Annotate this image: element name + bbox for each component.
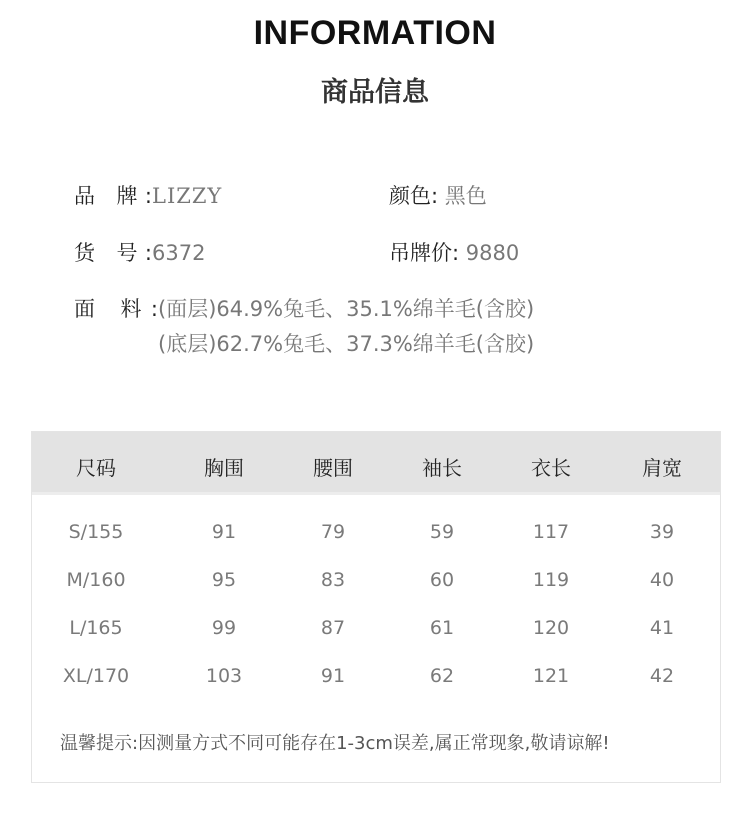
sku-row <box>74 237 205 267</box>
brand-value: LIZZY <box>152 184 223 208</box>
table-cell: 117 <box>532 521 570 543</box>
table-cell: 59 <box>429 521 455 543</box>
brand-label: 品 牌: <box>74 184 152 208</box>
table-cell: 103 <box>205 665 243 687</box>
table-cell: 79 <box>320 521 346 543</box>
table-cell: M/160 <box>66 569 126 591</box>
color-value: 黑色 <box>444 184 487 208</box>
table-cell: 42 <box>649 665 675 687</box>
table-cell: 41 <box>649 617 675 639</box>
measurement-tip: 温馨提示:因测量方式不同可能存在1-3cm误差,属正常现象,敬请谅解! <box>60 733 610 754</box>
table-cell: 99 <box>211 617 237 639</box>
header-chest: 胸围 <box>204 456 244 480</box>
table-cell: 61 <box>429 617 455 639</box>
table-cell: XL/170 <box>62 665 130 687</box>
brand-row <box>74 180 222 210</box>
table-cell: L/165 <box>69 617 123 639</box>
header-shoulder: 肩宽 <box>642 456 682 480</box>
header-waist: 腰围 <box>313 456 353 480</box>
header-length: 衣长 <box>531 456 571 480</box>
page-title-cn: 商品信息 <box>321 77 429 108</box>
table-cell: 119 <box>532 569 570 591</box>
table-cell: 120 <box>532 617 570 639</box>
fabric-line1: (面层)64.9%兔毛、35.1%绵羊毛(含胶) <box>158 297 535 321</box>
fabric-row <box>74 293 534 323</box>
fabric-line2: (底层)62.7%兔毛、37.3%绵羊毛(含胶) <box>158 332 535 356</box>
table-cell: 83 <box>320 569 346 591</box>
price-value: 9880 <box>465 241 520 265</box>
size-table <box>31 431 721 783</box>
table-cell: 95 <box>211 569 237 591</box>
price-label: 吊牌价: <box>389 241 460 265</box>
page-title-en: INFORMATION <box>253 14 497 52</box>
color-label: 颜色: <box>389 184 439 208</box>
size-table-header <box>32 432 720 495</box>
table-cell: 91 <box>320 665 346 687</box>
table-cell: 39 <box>649 521 675 543</box>
color-row <box>389 180 487 210</box>
table-cell: 40 <box>649 569 675 591</box>
table-cell: 121 <box>532 665 570 687</box>
header-sleeve: 袖长 <box>422 456 462 480</box>
fabric-label: 面 料: <box>74 297 158 321</box>
sku-label: 货 号: <box>74 241 152 265</box>
table-cell: 60 <box>429 569 455 591</box>
price-row <box>389 237 519 267</box>
table-cell: 87 <box>320 617 346 639</box>
table-cell: 62 <box>429 665 455 687</box>
table-cell: S/155 <box>68 521 124 543</box>
header-size: 尺码 <box>76 456 116 480</box>
sku-value: 6372 <box>152 241 206 265</box>
table-cell: 91 <box>211 521 237 543</box>
